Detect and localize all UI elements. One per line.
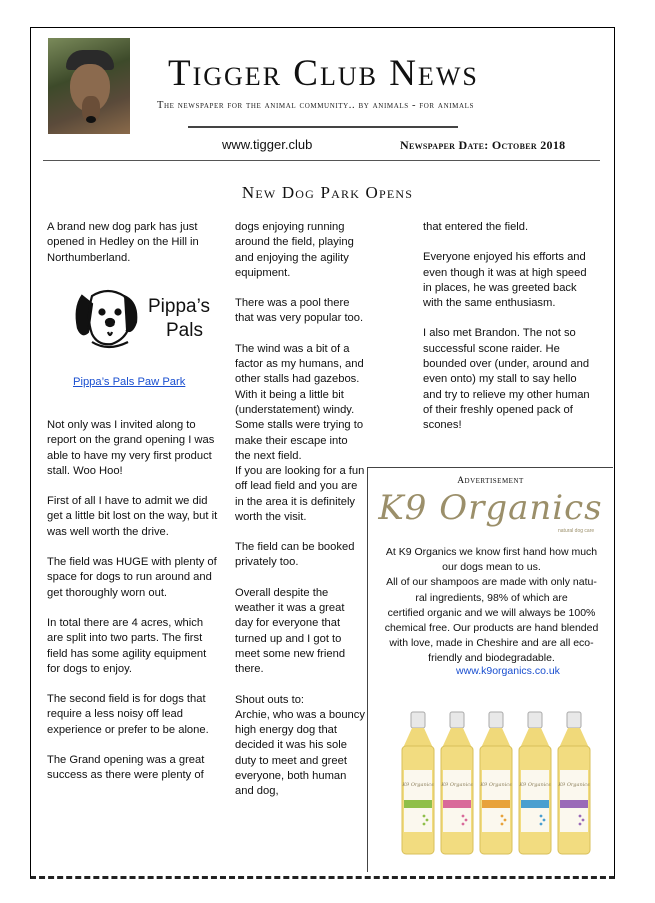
article-column-2 — [235, 220, 365, 479]
paragraph: The wind was a bit of a factor as my humans, and other stalls had gazebos. With it being a little bit (understatement) windy. Some stalls were trying to make their escape into the next field. — [235, 342, 364, 462]
paragraph: Not only was I invited along to report on the grand opening I was able to have my very first product stall. Woo Hoo! — [47, 419, 215, 477]
paragraph: The field can be booked privately too. — [235, 541, 355, 569]
paragraph: First of all I have to admit we did get a little bit lost on the way, but it was well worth the drive. — [47, 495, 218, 538]
pippas-pals-link[interactable]: Pippa’s Pals Paw Park — [73, 376, 186, 388]
k9-organics-logo: K9 Organics — [378, 488, 603, 528]
ad-label: Advertisement — [457, 476, 524, 486]
k9-organics-link[interactable]: www.k9organics.co.uk — [456, 665, 560, 677]
bottle-label: K9 Organics — [402, 782, 434, 788]
bottle-label: K9 Organics — [558, 782, 590, 788]
ad-body-text: At K9 Organics we know first hand how much our dogs mean to us. All of our shampoos are made with only natu- ral ingredients, 98% of which are certified organic and we will always be 100% chemical free. Our products are hand blended with love, made in Cheshire and are all eco- friendly and biodegradable. — [384, 546, 599, 665]
bottle-label: K9 Organics — [519, 782, 551, 788]
paragraph: The Grand opening was a great success as there were plenty of — [47, 754, 205, 782]
article-column-3 — [423, 220, 598, 449]
shampoo-bottle — [401, 712, 434, 854]
shampoo-bottle — [440, 712, 473, 854]
paragraph: The second field is for dogs that require a less noisy off lead experience or prefer to be alone. — [47, 693, 209, 736]
divider — [43, 160, 600, 161]
logo-text-2: Pals — [166, 320, 203, 341]
shampoo-bottle — [518, 712, 551, 854]
shampoo-bottle — [557, 712, 590, 854]
paragraph: I also met Brandon. The not so successful scone raider. He bounded over (under, around and even onto) my stall to say hello and try to relieve my other human of their freshly opened pack of scones! — [423, 327, 590, 432]
shampoo-bottles-image — [396, 708, 596, 858]
article-column-1 — [47, 220, 219, 281]
article-column-2-continued — [235, 464, 365, 815]
paragraph: There was a pool there that was very popular too. — [235, 297, 364, 325]
ad-tagline: natural dog care — [558, 528, 595, 534]
advertisement-box — [367, 467, 613, 872]
newspaper-date: Newspaper Date: October 2018 — [400, 138, 566, 152]
bottle-label: K9 Organics — [480, 782, 512, 788]
paragraph: Everyone enjoyed his efforts and even though it was at high speed in places, he was greeted back with the same enthusiasm. — [423, 251, 587, 310]
paragraph: Overall despite the weather it was a great day for everyone that turned up and I got to meet some new friend there. — [235, 586, 346, 676]
paragraph: The field was HUGE with plenty of space for dogs to run around and get thoroughly worn out. — [47, 556, 217, 599]
logo-text-1: Pippa’s — [148, 296, 210, 317]
masthead-subtitle: The newspaper for the animal community.. by animals - for animals — [157, 100, 475, 111]
website-text: www.tigger.club — [222, 137, 313, 152]
paragraph: Shout outs to: Archie, who was a bouncy high energy dog that decided it was his sole duty to meet and greet everyone, both human and dog, — [235, 693, 365, 798]
shampoo-bottle — [479, 712, 512, 854]
divider — [188, 126, 458, 128]
article-column-1-continued — [47, 418, 219, 799]
paragraph: dogs enjoying running around the field, playing and enjoying the agility equipment. — [235, 221, 354, 279]
masthead-title: Tigger Club News — [168, 53, 479, 94]
dog-photo — [48, 38, 130, 134]
paragraph: If you are looking for a fun off lead field and you are in the area it is definitely worth the visit. — [235, 465, 365, 523]
paragraph: In total there are 4 acres, which are split into two parts. The first field has some agility equipment for dogs to enjoy. — [47, 616, 207, 675]
article-headline: New Dog Park Opens — [241, 183, 414, 202]
paragraph: A brand new dog park has just opened in Hedley on the Hill in Northumberland. — [47, 221, 199, 264]
paragraph: that entered the field. — [423, 221, 529, 233]
pippas-pals-logo — [68, 282, 218, 354]
bottle-label: K9 Organics — [441, 782, 473, 788]
